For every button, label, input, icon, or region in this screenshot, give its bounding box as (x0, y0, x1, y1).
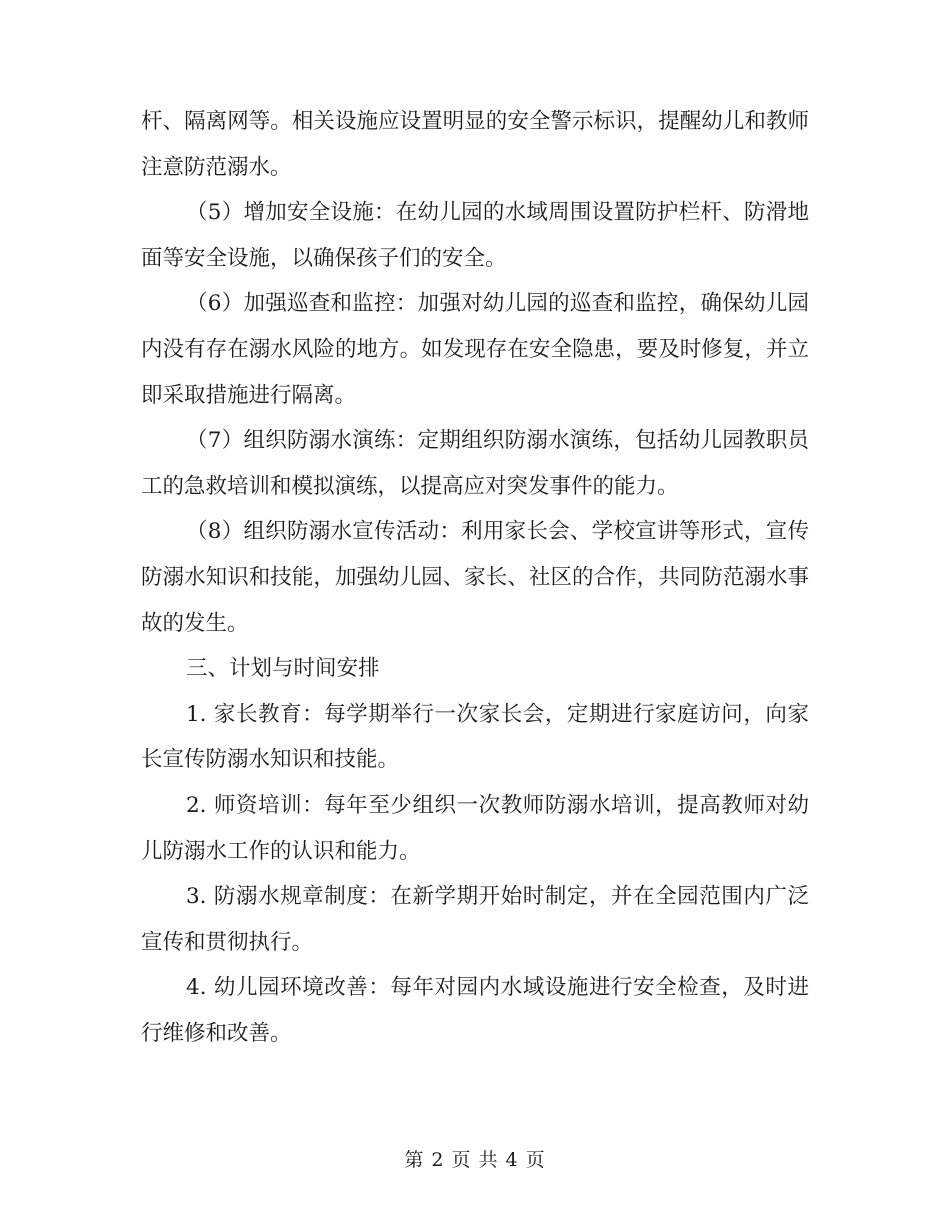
document-body (141, 99, 809, 1056)
section-heading: 三、计划与时间安排 (186, 656, 380, 682)
plan-item-4: 4. 幼儿园环境改善：每年对园内水域设施进行安全检查，及时进行维修和改善。 (141, 975, 809, 1046)
paragraph-item-5: （5）增加安全设施：在幼儿园的水域周围设置防护栏杆、防滑地面等安全设施，以确保孩子们的安全。 (141, 200, 809, 271)
plan-item-1: 1. 家长教育：每学期举行一次家长会，定期进行家庭访问，向家长宣传防溺水知识和技能。 (141, 701, 809, 773)
paragraph-item-7: （7）组织防溺水演练：定期组织防溺水演练，包括幼儿园教职员工的急救培训和模拟演练，以提高应对突发事件的能力。 (141, 428, 809, 499)
paragraph-item-6: （6）加强巡查和监控：加强对幼儿园的巡查和监控，确保幼儿园内没有存在溺水风险的地方。如发现存在安全隐患，要及时修复，并立即采取措施进行隔离。 (141, 291, 809, 408)
plan-item-3: 3. 防溺水规章制度：在新学期开始时制定，并在全园范围内广泛宣传和贯彻执行。 (141, 884, 809, 955)
paragraph-item-8: （8）组织防溺水宣传活动：利用家长会、学校宣讲等形式，宣传防溺水知识和技能，加强幼儿园、家长、社区的合作，共同防范溺水事故的发生。 (141, 519, 809, 636)
page-footer: 第 2 页 共 4 页 (404, 1149, 546, 1171)
plan-item-2: 2. 师资培训：每年至少组织一次教师防溺水培训，提高教师对幼儿防溺水工作的认识和能力。 (141, 792, 809, 864)
paragraph-continuation: 杆、隔离网等。相关设施应设置明显的安全警示标识，提醒幼儿和教师注意防范溺水。 (141, 109, 809, 180)
